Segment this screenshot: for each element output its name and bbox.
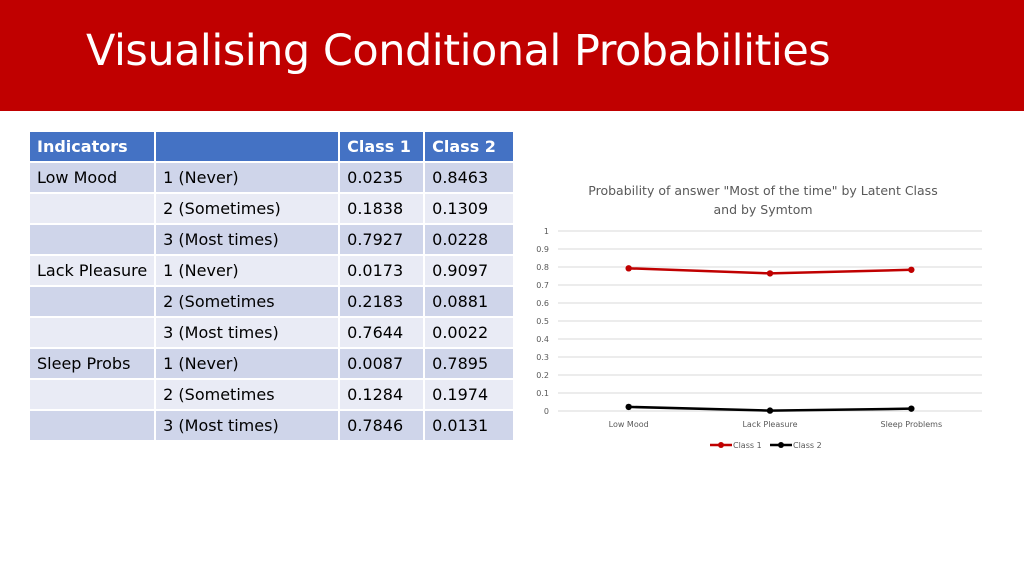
indicator-cell <box>30 411 156 442</box>
data-point-class-1 <box>767 270 773 276</box>
data-point-class-2 <box>908 405 914 411</box>
class-1-cell: 0.1838 <box>340 194 425 225</box>
indicator-cell <box>30 225 156 256</box>
header-response <box>156 132 340 163</box>
y-tick-label: 0 <box>543 407 549 416</box>
class-2-cell: 0.0228 <box>425 225 515 256</box>
indicator-cell <box>30 380 156 411</box>
class-1-cell: 0.0173 <box>340 256 425 287</box>
class-2-cell: 0.0881 <box>425 287 515 318</box>
header-class-2: Class 2 <box>425 132 515 163</box>
data-point-class-2 <box>625 404 631 410</box>
class-1-cell: 0.2183 <box>340 287 425 318</box>
legend-label-class-1: Class 1 <box>733 441 762 450</box>
slide-title: Visualising Conditional Probabilities <box>86 26 831 76</box>
y-tick-label: 0.4 <box>536 335 549 344</box>
y-tick-label: 0.3 <box>536 353 549 362</box>
x-tick-label: Sleep Problems <box>880 420 943 429</box>
y-tick-label: 0.7 <box>536 281 549 290</box>
table-row <box>30 318 515 349</box>
line-chart <box>527 170 997 460</box>
response-cell: 1 (Never) <box>156 349 340 380</box>
y-tick-label: 0.2 <box>536 371 549 380</box>
class-1-cell: 0.7927 <box>340 225 425 256</box>
indicator-cell <box>30 318 156 349</box>
table-row <box>30 194 515 225</box>
chart-title-line-1: Probability of answer "Most of the time" by Latent Class <box>588 183 938 198</box>
response-cell: 3 (Most times) <box>156 411 340 442</box>
table-row <box>30 225 515 256</box>
y-tick-label: 0.1 <box>536 389 549 398</box>
header-class-1: Class 1 <box>340 132 425 163</box>
indicator-cell <box>30 287 156 318</box>
data-point-class-1 <box>625 265 631 271</box>
table-row <box>30 256 515 287</box>
table-body <box>30 163 515 442</box>
legend-marker-class-1 <box>718 442 724 448</box>
y-tick-label: 0.6 <box>536 299 549 308</box>
class-2-cell: 0.9097 <box>425 256 515 287</box>
table-row <box>30 380 515 411</box>
indicator-cell: Lack Pleasure <box>30 256 156 287</box>
header-indicators: Indicators <box>30 132 156 163</box>
x-tick-label: Lack Pleasure <box>742 420 798 429</box>
probability-table <box>30 132 515 442</box>
response-cell: 3 (Most times) <box>156 225 340 256</box>
response-cell: 2 (Sometimes) <box>156 194 340 225</box>
legend-marker-class-2 <box>778 442 784 448</box>
x-tick-label: Low Mood <box>608 420 649 429</box>
class-1-cell: 0.0087 <box>340 349 425 380</box>
table-row <box>30 163 515 194</box>
data-point-class-2 <box>767 407 773 413</box>
class-2-cell: 0.1309 <box>425 194 515 225</box>
response-cell: 1 (Never) <box>156 256 340 287</box>
class-2-cell: 0.0131 <box>425 411 515 442</box>
response-cell: 1 (Never) <box>156 163 340 194</box>
class-2-cell: 0.8463 <box>425 163 515 194</box>
legend-label-class-2: Class 2 <box>793 441 822 450</box>
table-header-row <box>30 132 515 163</box>
chart-title-line-2: and by Symtom <box>713 202 813 217</box>
response-cell: 2 (Sometimes <box>156 380 340 411</box>
title-bar <box>0 0 1024 111</box>
class-1-cell: 0.0235 <box>340 163 425 194</box>
class-1-cell: 0.7644 <box>340 318 425 349</box>
indicator-cell: Sleep Probs <box>30 349 156 380</box>
response-cell: 2 (Sometimes <box>156 287 340 318</box>
class-2-cell: 0.0022 <box>425 318 515 349</box>
y-tick-label: 0.8 <box>536 263 549 272</box>
table-row <box>30 411 515 442</box>
class-2-cell: 0.1974 <box>425 380 515 411</box>
data-point-class-1 <box>908 267 914 273</box>
class-1-cell: 0.7846 <box>340 411 425 442</box>
table-row <box>30 287 515 318</box>
y-tick-label: 0.5 <box>536 317 549 326</box>
table-row <box>30 349 515 380</box>
response-cell: 3 (Most times) <box>156 318 340 349</box>
y-tick-label: 1 <box>543 227 549 236</box>
class-2-cell: 0.7895 <box>425 349 515 380</box>
indicator-cell: Low Mood <box>30 163 156 194</box>
class-1-cell: 0.1284 <box>340 380 425 411</box>
y-tick-label: 0.9 <box>536 245 549 254</box>
chart-svg <box>527 170 997 460</box>
indicator-cell <box>30 194 156 225</box>
